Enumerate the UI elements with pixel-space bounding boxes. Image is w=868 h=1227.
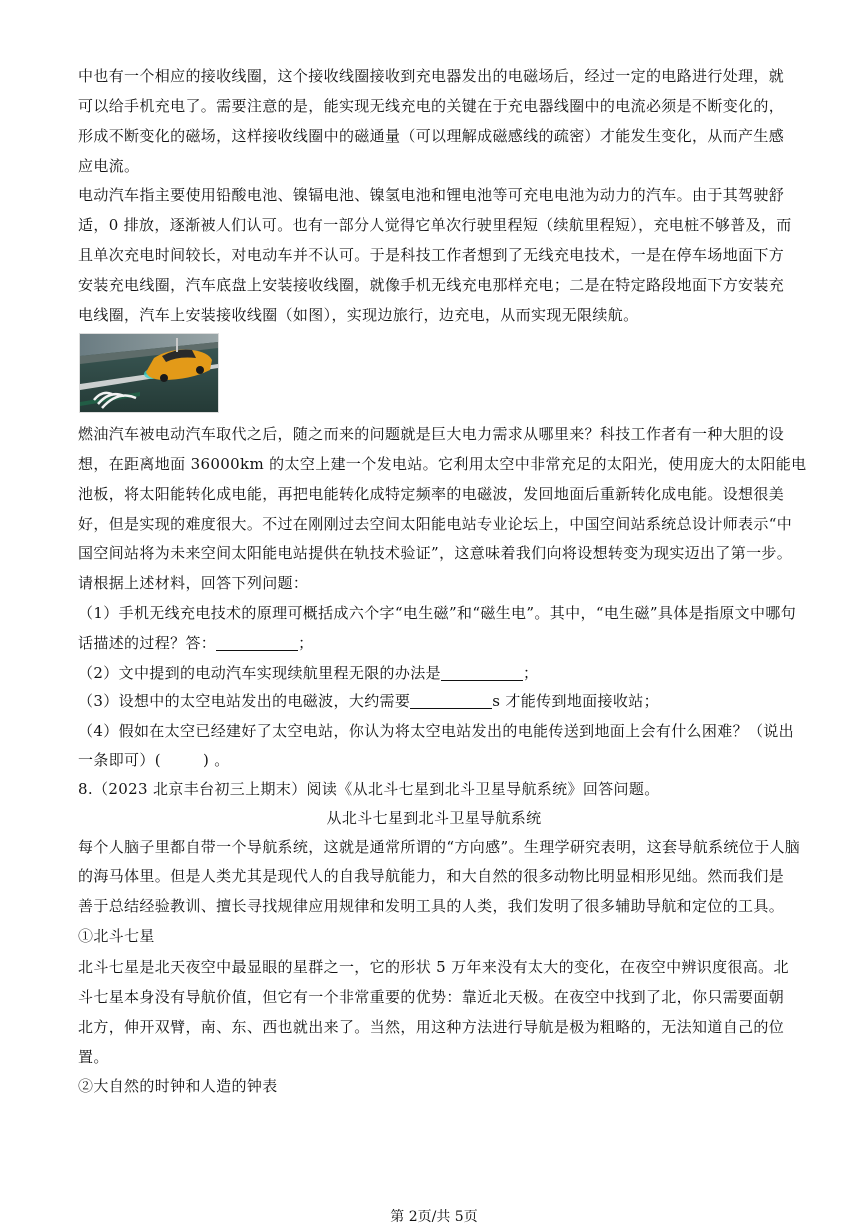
problem-8-header: 8.（2023 北京丰台初三上期末）阅读《从北斗七星到北斗卫星导航系统》回答问题。 — [78, 780, 660, 798]
paragraph-line: 燃油汽车被电动汽车取代之后，随之而来的问题就是巨大电力需求从哪里来？科技工作者有一种大胆的设 — [78, 425, 785, 443]
paragraph-line: 电线圈，汽车上安装接收线圈（如图），实现边旅行，边充电，从而实现无限续航。 — [78, 306, 639, 324]
paragraph-line: 好，但是实现的难度很大。不过在刚刚过去空间太阳能电站专业论坛上，中国空间站系统总设计师表示“中 — [78, 515, 793, 533]
paragraph-line: 安装充电线圈，汽车底盘上安装接收线圈，就像手机无线充电那样充电；二是在特定路段地面下方安装充 — [78, 276, 785, 294]
question-1-end: ； — [298, 634, 314, 652]
answer-blank-2[interactable] — [441, 664, 523, 681]
paragraph-line: 斗七星本身没有导航价值，但它有一个非常重要的优势：靠近北天极。在夜空中找到了北，你只需要面朝 — [78, 988, 785, 1006]
question-4-end: ) 。 — [202, 751, 230, 769]
paragraph-line: 可以给手机充电了。需要注意的是，能实现无线充电的关键在于充电器线圈中的电流必须是不断变化的， — [78, 97, 785, 115]
question-4-line: （4）假如在太空已经建好了太空电站，你认为将太空电站发出的电能传送到地面上会有什么困难？（说出 — [78, 722, 794, 740]
paragraph-line: 每个人脑子里都自带一个导航系统，这就是通常所谓的“方向感”。生理学研究表明，这套导航系统位于人脑 — [78, 838, 801, 856]
question-3-line — [78, 691, 790, 711]
question-3-end: s 才能传到地面接收站； — [492, 692, 659, 710]
answer-blank-1[interactable] — [216, 634, 298, 651]
page-number: 第 2页/共 5页 — [390, 1209, 478, 1225]
paragraph-line: 的海马体里。但是人类尤其是现代人的自我导航能力，和大自然的很多动物比明显相形见绌。然而我们是 — [78, 867, 785, 885]
paragraph-line: 形成不断变化的磁场，这样接收线圈中的磁通量（可以理解成磁感线的疏密）才能发生变化，从而产生感 — [78, 127, 785, 145]
paragraph-line: 电动汽车指主要使用铅酸电池、镍镉电池、镍氢电池和锂电池等可充电电池为动力的汽车。由于其驾驶舒 — [78, 186, 785, 204]
paragraph-line: 请根据上述材料，回答下列问题： — [78, 574, 309, 592]
article-title: 从北斗七星到北斗卫星导航系统 — [326, 809, 542, 827]
paragraph-line: 北方，伸开双臂，南、东、西也就出来了。当然，用这种方法进行导航是极为粗略的，无法知道自己的位 — [78, 1018, 785, 1036]
question-1-line: （1）手机无线充电技术的原理可概括成六个字“电生磁”和“磁生电”。其中，“电生磁”具体是指原文中哪句 — [78, 604, 797, 622]
paragraph-line: 置。 — [78, 1048, 109, 1066]
paragraph-line: 北斗七星是北天夜空中最显眼的星群之一，它的形状 5 万年来没有太大的变化，在夜空中辨识度很高。北 — [78, 958, 789, 976]
question-4-prompt: 一条即可）( — [78, 751, 161, 769]
question-4-answer-line — [78, 750, 790, 770]
paragraph-line: 国空间站将为未来空间太阳能电站提供在轨技术验证”，这意味着我们向将设想转变为现实迈出了第一步。 — [78, 544, 793, 562]
paragraph-line: 善于总结经验教训、擅长寻找规律应用规律和发明工具的人类，我们发明了很多辅助导航和定位的工具。 — [78, 897, 785, 915]
question-2-line — [78, 663, 790, 683]
paragraph-line: 想，在距离地面 36000km 的太空上建一个发电站。它利用太空中非常充足的太阳光，使用庞大的太阳能电 — [78, 455, 807, 473]
paragraph-line: 适，0 排放，逐渐被人们认可。也有一部分人觉得它单次行驶里程短（续航里程短），充电桩不够普及，而 — [78, 216, 792, 234]
answer-blank-3[interactable] — [410, 692, 492, 709]
question-2-end: ； — [522, 664, 539, 682]
question-1-prompt: 话描述的过程？答： — [78, 634, 217, 652]
paragraph-line: 池板，将太阳能转化成电能，再把电能转化成特定频率的电磁波，发回地面后重新转化成电能。设想很美 — [78, 485, 785, 503]
section-heading: ①北斗七星 — [78, 927, 155, 945]
section-heading: ②大自然的时钟和人造的钟表 — [78, 1077, 278, 1095]
question-2-prompt: （2）文中提到的电动汽车实现续航里程无限的办法是 — [78, 664, 441, 682]
paragraph-line: 中也有一个相应的接收线圈，这个接收线圈接收到充电器发出的电磁场后，经过一定的电路进行处理，就 — [78, 67, 785, 85]
question-3-prompt: （3）设想中的太空电站发出的电磁波，大约需要 — [78, 692, 411, 710]
paragraph-line: 且单次充电时间较长，对电动车并不认可。于是科技工作者想到了无线充电技术，一是在停车场地面下方 — [78, 246, 785, 264]
paragraph-line: 应电流。 — [78, 157, 140, 175]
question-1-answer-line — [78, 633, 790, 653]
car-wireless-charging-image — [79, 333, 219, 413]
